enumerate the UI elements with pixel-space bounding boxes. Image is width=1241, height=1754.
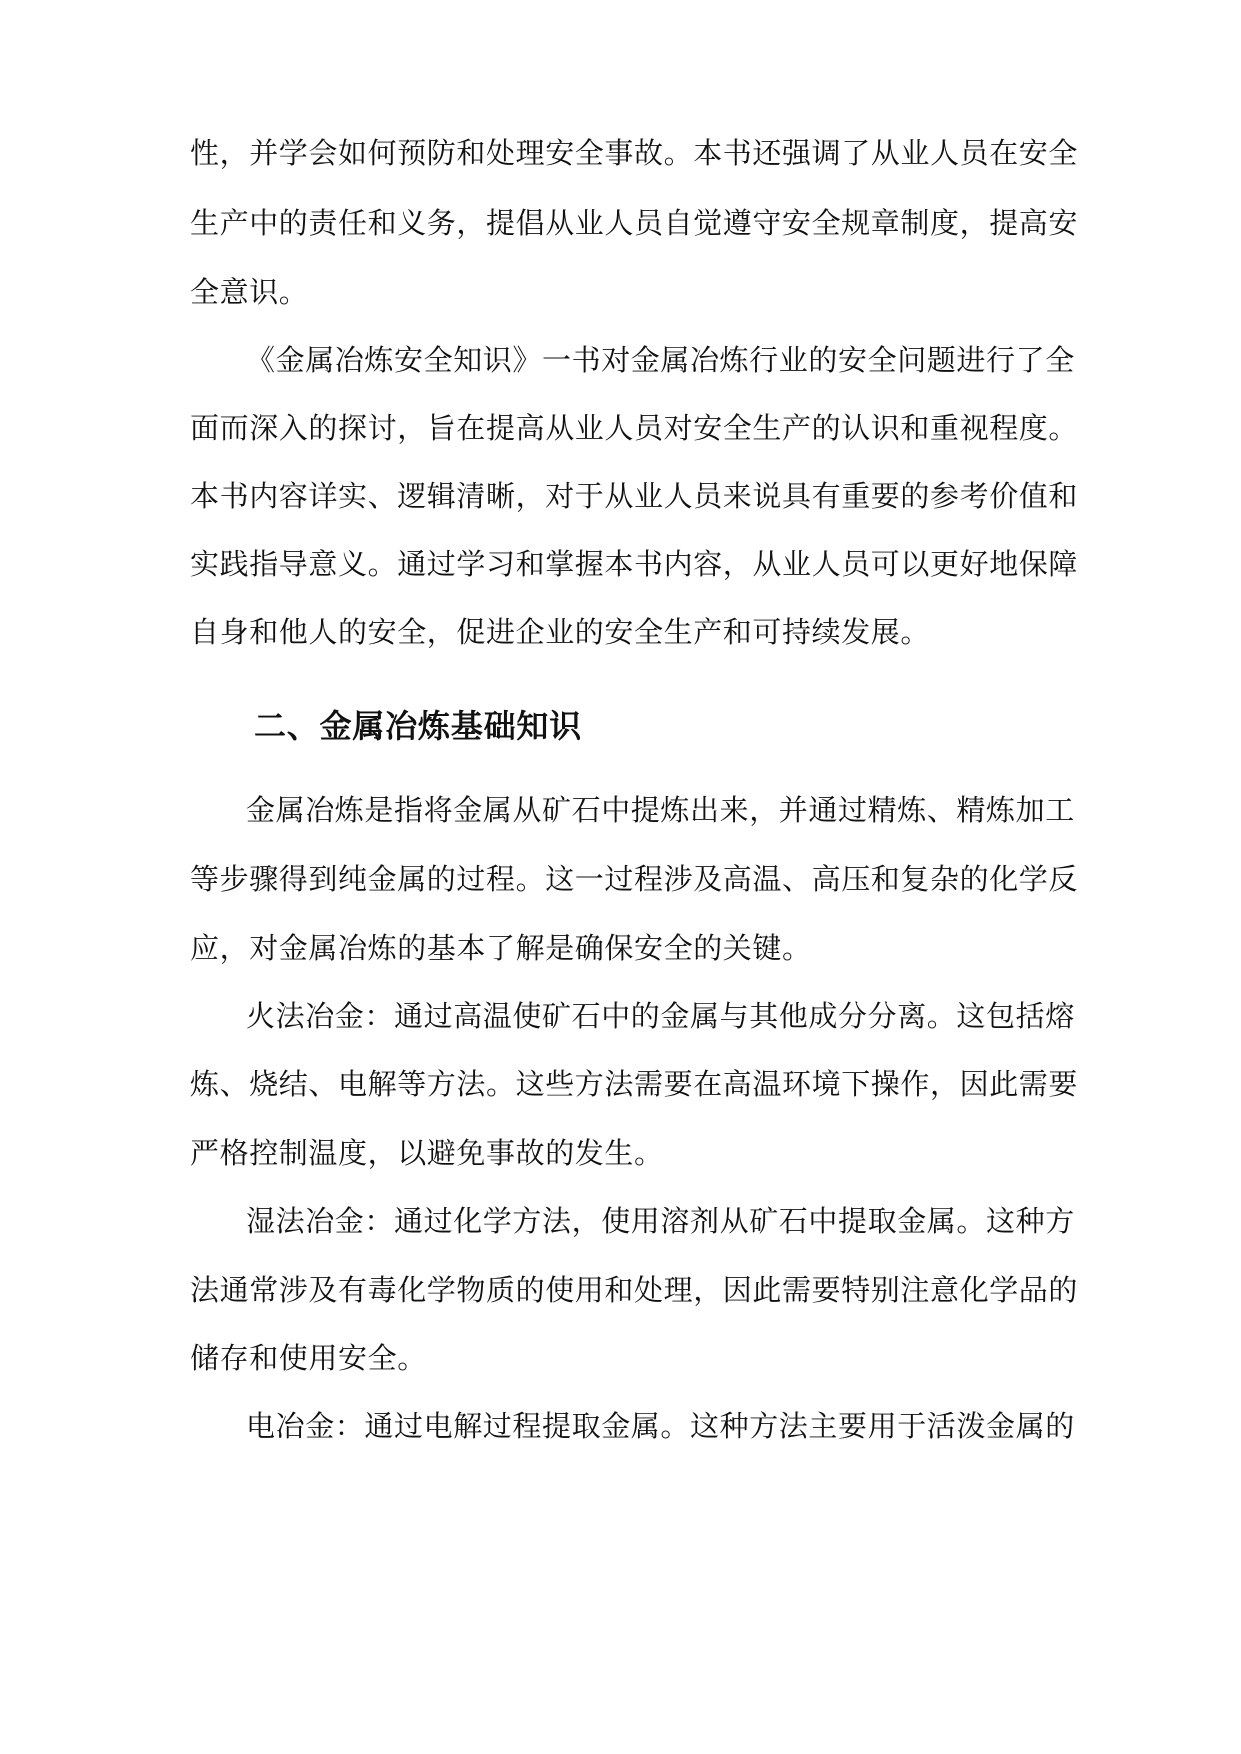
paragraph-line: 性，并学会如何预防和处理安全事故。本书还强调了从业人员在安全 [190, 136, 1079, 170]
paragraph-line: 严格控制温度，以避免事故的发生。 [190, 1136, 664, 1170]
paragraph-line: 电冶金：通过电解过程提取金属。这种方法主要用于活泼金属的 [246, 1409, 1075, 1443]
paragraph-line: 火法冶金：通过高温使矿石中的金属与其他成分分离。这包括熔 [246, 999, 1075, 1033]
paragraph-line: 自身和他人的安全，促进企业的安全生产和可持续发展。 [190, 615, 931, 649]
paragraph-line: 全意识。 [190, 275, 309, 309]
paragraph-line: 储存和使用安全。 [190, 1341, 427, 1375]
paragraph-line: 等步骤得到纯金属的过程。这一过程涉及高温、高压和复杂的化学反 [190, 862, 1079, 896]
section-heading: 二、金属冶炼基础知识 [254, 707, 583, 745]
paragraph-line: 金属冶炼是指将金属从矿石中提炼出来，并通过精炼、精炼加工 [246, 793, 1075, 827]
paragraph-line: 面而深入的探讨，旨在提高从业人员对安全生产的认识和重视程度。 [190, 411, 1079, 445]
paragraph-line: 炼、烧结、电解等方法。这些方法需要在高温环境下操作，因此需要 [190, 1067, 1079, 1101]
paragraph-line: 本书内容详实、逻辑清晰，对于从业人员来说具有重要的参考价值和 [190, 479, 1079, 513]
paragraph-line: 湿法冶金：通过化学方法，使用溶剂从矿石中提取金属。这种方 [246, 1204, 1075, 1238]
paragraph-line: 应，对金属冶炼的基本了解是确保安全的关键。 [190, 931, 812, 965]
paragraph-line: 生产中的责任和义务，提倡从业人员自觉遵守安全规章制度，提高安 [190, 206, 1079, 240]
paragraph-line: 《金属冶炼安全知识》一书对金属冶炼行业的安全问题进行了全 [246, 343, 1075, 377]
paragraph-line: 实践指导意义。通过学习和掌握本书内容，从业人员可以更好地保障 [190, 547, 1079, 581]
paragraph-line: 法通常涉及有毒化学物质的使用和处理，因此需要特别注意化学品的 [190, 1273, 1079, 1307]
